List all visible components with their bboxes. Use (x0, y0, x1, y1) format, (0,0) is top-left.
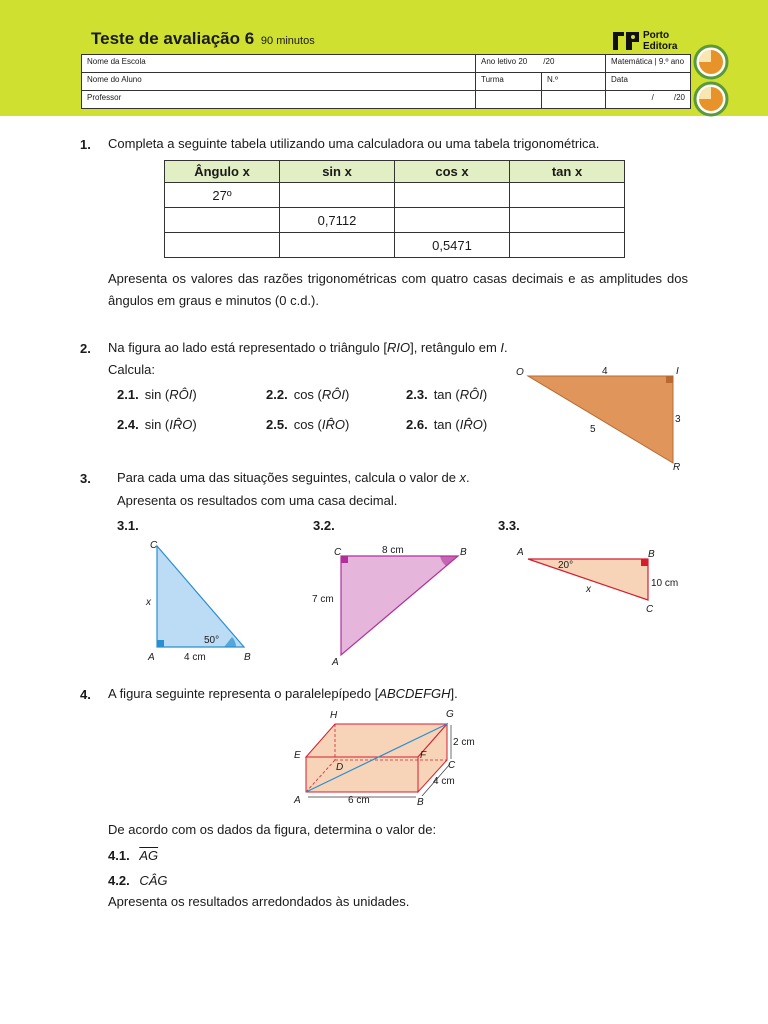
q2-item: 2.5. cos (IR̂O) (266, 417, 350, 432)
table-cell[interactable] (395, 208, 510, 233)
table-cell[interactable] (395, 183, 510, 208)
vertex-c-label: C (646, 604, 654, 615)
q3-var: x (459, 470, 467, 485)
q2-text-before: Na figura ao lado está representado o triângulo [ (108, 340, 387, 355)
item-number: 4.1. (108, 848, 130, 863)
table-row (165, 233, 625, 258)
vertex-h-label: H (330, 710, 338, 721)
q2-item: 2.3. tan (RÔI) (406, 387, 488, 402)
student-name-field[interactable]: Nome do Aluno (82, 73, 476, 91)
q3-sub-label: 3.3. (498, 518, 520, 533)
vertex-c-label: C (448, 760, 456, 771)
item-number: 2.5. (266, 417, 288, 432)
q4-text (108, 683, 458, 705)
q4-item (108, 848, 158, 863)
parallelepiped-figure (290, 706, 490, 810)
teacher-blank-2 (542, 91, 606, 109)
vertex-g-label: G (446, 709, 454, 720)
triangle-rio-shape (528, 376, 673, 463)
q1-number: 1. (80, 137, 91, 152)
item-fn: sin (144, 417, 162, 432)
front-face (306, 757, 418, 792)
q2-item: 2.2. cos (RÔI) (266, 387, 350, 402)
q2-number: 2. (80, 341, 91, 356)
vertex-b-label: B (417, 797, 424, 808)
teacher-blank-1 (476, 91, 542, 109)
table-row (165, 208, 625, 233)
vertex-o-label: O (516, 367, 524, 378)
item-number: 2.6. (406, 417, 428, 432)
q2-right-vertex: I (500, 340, 505, 355)
publisher-logo-icon (613, 32, 639, 50)
figure-3-2 (310, 540, 470, 670)
triangle-rio-figure (510, 360, 690, 475)
angle-label: 20° (558, 560, 574, 571)
triangle-3-1-shape (157, 546, 244, 647)
table-row (165, 183, 625, 208)
clock-icon (693, 81, 729, 117)
angle-label: 50° (204, 635, 220, 646)
item-number: 2.2. (266, 387, 288, 402)
q3-sub-label: 3.2. (313, 518, 335, 533)
header-sin (280, 161, 395, 183)
q4-note: Apresenta os resultados arredondados às unidades. (108, 894, 410, 909)
brand-line1: Porto (643, 30, 670, 41)
q4-text-before: A figura seguinte representa o paralelepípedo [ (108, 686, 379, 701)
trig-table-header (165, 161, 625, 183)
q3-number: 3. (80, 471, 91, 486)
table-cell[interactable]: 0,5471 (395, 233, 510, 258)
side-oi-label: 4 (602, 366, 608, 377)
q3-text (117, 467, 470, 489)
q3-sub-label: 3.1. (117, 518, 139, 533)
date-year: /20 (673, 93, 685, 102)
q2-text-mid: ], retângulo em (410, 340, 501, 355)
item-angle: IR̂O (169, 417, 193, 432)
table-cell[interactable] (510, 208, 625, 233)
school-field[interactable]: Nome da Escola (82, 55, 476, 73)
item-number: 4.2. (108, 873, 130, 888)
item-expr: $\overline{AG}$ (139, 848, 159, 863)
left-side-label: 7 cm (312, 594, 334, 605)
item-number: 2.4. (117, 417, 139, 432)
figure-3-1 (140, 535, 270, 665)
side-ir-label: 3 (675, 414, 681, 425)
vertex-c-label: C (334, 547, 342, 558)
vertex-b-label: B (648, 549, 655, 560)
depth-label: 4 cm (433, 776, 455, 787)
q4-item (108, 873, 167, 888)
vertex-f-label: F (420, 750, 427, 761)
vertex-a-label: A (332, 657, 339, 668)
vertex-i-label: I (676, 366, 679, 377)
vertex-e-label: E (294, 750, 301, 761)
q2-text-after: . (504, 340, 508, 355)
top-side-label: 8 cm (382, 545, 404, 556)
item-angle: IR̂O (321, 417, 345, 432)
year-prefix: Ano letivo 20 (481, 57, 528, 66)
number-field[interactable]: N.º (542, 73, 606, 91)
q1-text: Completa a seguinte tabela utilizando uma calculadora ou uma tabela trigonométrica. (108, 136, 600, 151)
item-fn: sin (144, 387, 162, 402)
porto-editora-logo (613, 30, 693, 54)
table-cell[interactable]: 27º (165, 183, 280, 208)
header-cos (395, 161, 510, 183)
table-cell[interactable] (280, 183, 395, 208)
date-value-field[interactable] (606, 91, 691, 109)
table-cell[interactable] (165, 233, 280, 258)
q3-text-before: Para cada uma das situações seguintes, calcula o valor de (117, 470, 460, 485)
q2-item: 2.4. sin (IR̂O) (117, 417, 197, 432)
q2-calc: Calcula: (108, 362, 155, 377)
item-number: 2.1. (117, 387, 139, 402)
right-side-label: 10 cm (651, 578, 679, 589)
date-field[interactable]: Data (606, 73, 691, 91)
vertex-b-label: B (244, 652, 251, 663)
item-fn: tan (433, 417, 452, 432)
q4-prompt: De acordo com os dados da figura, determina o valor de: (108, 822, 437, 837)
class-field[interactable]: Turma (476, 73, 542, 91)
header-angle (165, 161, 280, 183)
student-info-table (81, 54, 691, 109)
subject-field: Matemática | 9.º ano (606, 55, 691, 73)
test-title (91, 29, 315, 49)
duration-text: 90 minutos (260, 35, 315, 47)
vertex-d-label: D (336, 762, 344, 773)
base-label: 4 cm (184, 652, 206, 663)
item-fn: cos (293, 387, 314, 402)
brand-text (643, 30, 677, 52)
height-label: 2 cm (453, 737, 475, 748)
header-tan-text: tan x (551, 164, 583, 179)
item-angle: IR̂O (459, 417, 483, 432)
header-sin-text: sin x (322, 164, 352, 179)
q3-text-after: . (466, 470, 470, 485)
q3-instruction: Apresenta os resultados com uma casa decimal. (117, 493, 398, 508)
side-x-label: x (146, 597, 151, 608)
school-year-field[interactable] (476, 55, 606, 73)
length-label: 6 cm (348, 795, 370, 806)
year-suffix: /20 (543, 57, 555, 66)
vertex-a-label: A (294, 795, 301, 806)
brand-line2: Editora (643, 41, 678, 52)
vertex-a-label: A (148, 652, 155, 663)
trig-table (164, 160, 625, 258)
vertex-b-label: B (460, 547, 467, 558)
q4-text-after: ]. (450, 686, 458, 701)
header-tan (510, 161, 625, 183)
item-fn: cos (293, 417, 314, 432)
item-fn: tan (433, 387, 452, 402)
header-cos-text: cos x (435, 164, 469, 179)
table-cell[interactable] (510, 183, 625, 208)
q1-note: Apresenta os valores das razões trigonométricas com quatro casas decimais e as amplitudes dos ângulos em graus e minutos (0 c.d.). (108, 271, 688, 308)
right-angle-marker (157, 640, 164, 647)
table-cell[interactable] (280, 233, 395, 258)
q2-item: 2.1. sin (RÔI) (117, 387, 197, 402)
header-angle-text: Ângulo x (194, 164, 250, 179)
item-expr: CÂG (139, 873, 168, 888)
q2-text (108, 337, 508, 359)
item-angle: RÔI (321, 387, 345, 402)
hypotenuse-x-label: x (586, 584, 591, 595)
table-cell[interactable] (165, 208, 280, 233)
right-angle-marker (666, 376, 673, 383)
q4-solid-name: ABCDEFGH (378, 686, 451, 701)
q4-number: 4. (80, 687, 91, 702)
q2-item: 2.6. tan (IR̂O) (406, 417, 488, 432)
vertex-r-label: R (673, 462, 681, 473)
table-cell[interactable] (510, 233, 625, 258)
table-cell[interactable]: 0,7112 (280, 208, 395, 233)
side-or-label: 5 (590, 424, 596, 435)
teacher-field[interactable]: Professor (82, 91, 476, 109)
figure-3-3 (512, 542, 692, 622)
item-angle: RÔI (169, 387, 193, 402)
vertex-a-label: A (517, 547, 524, 558)
right-angle-marker (641, 559, 648, 566)
triangle-3-2-shape (341, 556, 458, 655)
item-angle: RÔI (459, 387, 483, 402)
item-number: 2.3. (406, 387, 428, 402)
right-angle-marker (341, 556, 348, 563)
q2-triangle-name: RIO (386, 340, 411, 355)
clock-icon (693, 44, 729, 80)
title-text: Teste de avaliação 6 (91, 29, 255, 48)
date-sep: / (651, 93, 654, 102)
vertex-c-label: C (150, 540, 158, 551)
